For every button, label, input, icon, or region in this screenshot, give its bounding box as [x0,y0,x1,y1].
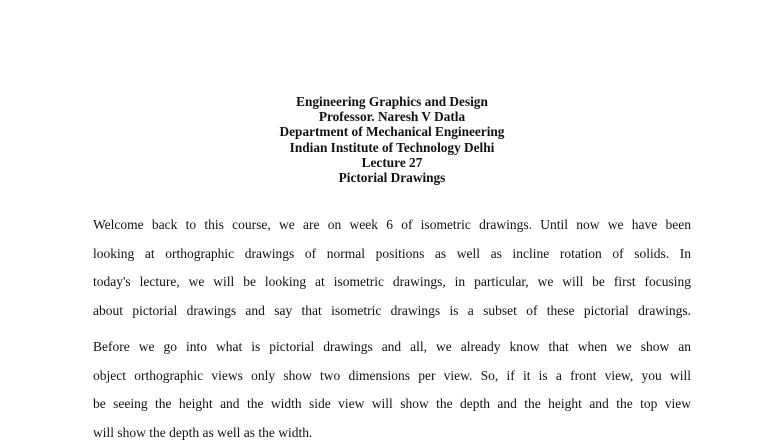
paragraph-2 [93,333,691,447]
paragraph-line: will show the depth as well as the width. [93,419,691,447]
paragraph-line: Welcome back to this course, we are on week 6 of isometric drawings. Until now we have been [93,211,691,240]
course-title: Engineering Graphics and Design [0,94,784,109]
lecture-number: Lecture 27 [0,155,784,170]
lecture-topic: Pictorial Drawings [0,170,784,185]
professor-name: Professor. Naresh V Datla [0,109,784,124]
lecture-header [0,94,784,185]
paragraph-1 [93,211,691,325]
paragraph-line: looking at orthographic drawings of normal positions as well as incline rotation of solids. In [93,240,691,269]
paragraph-line: Before we go into what is pictorial drawings and all, we already know that when we show an [93,333,691,362]
paragraph-line: about pictorial drawings and say that isometric drawings is a subset of these pictorial drawings. [93,297,691,326]
department-name: Department of Mechanical Engineering [0,124,784,139]
paragraph-line: be seeing the height and the width side view will show the depth and the height and the top view [93,390,691,419]
institute-name: Indian Institute of Technology Delhi [0,140,784,155]
paragraph-line: object orthographic views only show two dimensions per view. So, if it is a front view, you will [93,362,691,391]
paragraph-line: today's lecture, we will be looking at isometric drawings, in particular, we will be first focusing [93,268,691,297]
